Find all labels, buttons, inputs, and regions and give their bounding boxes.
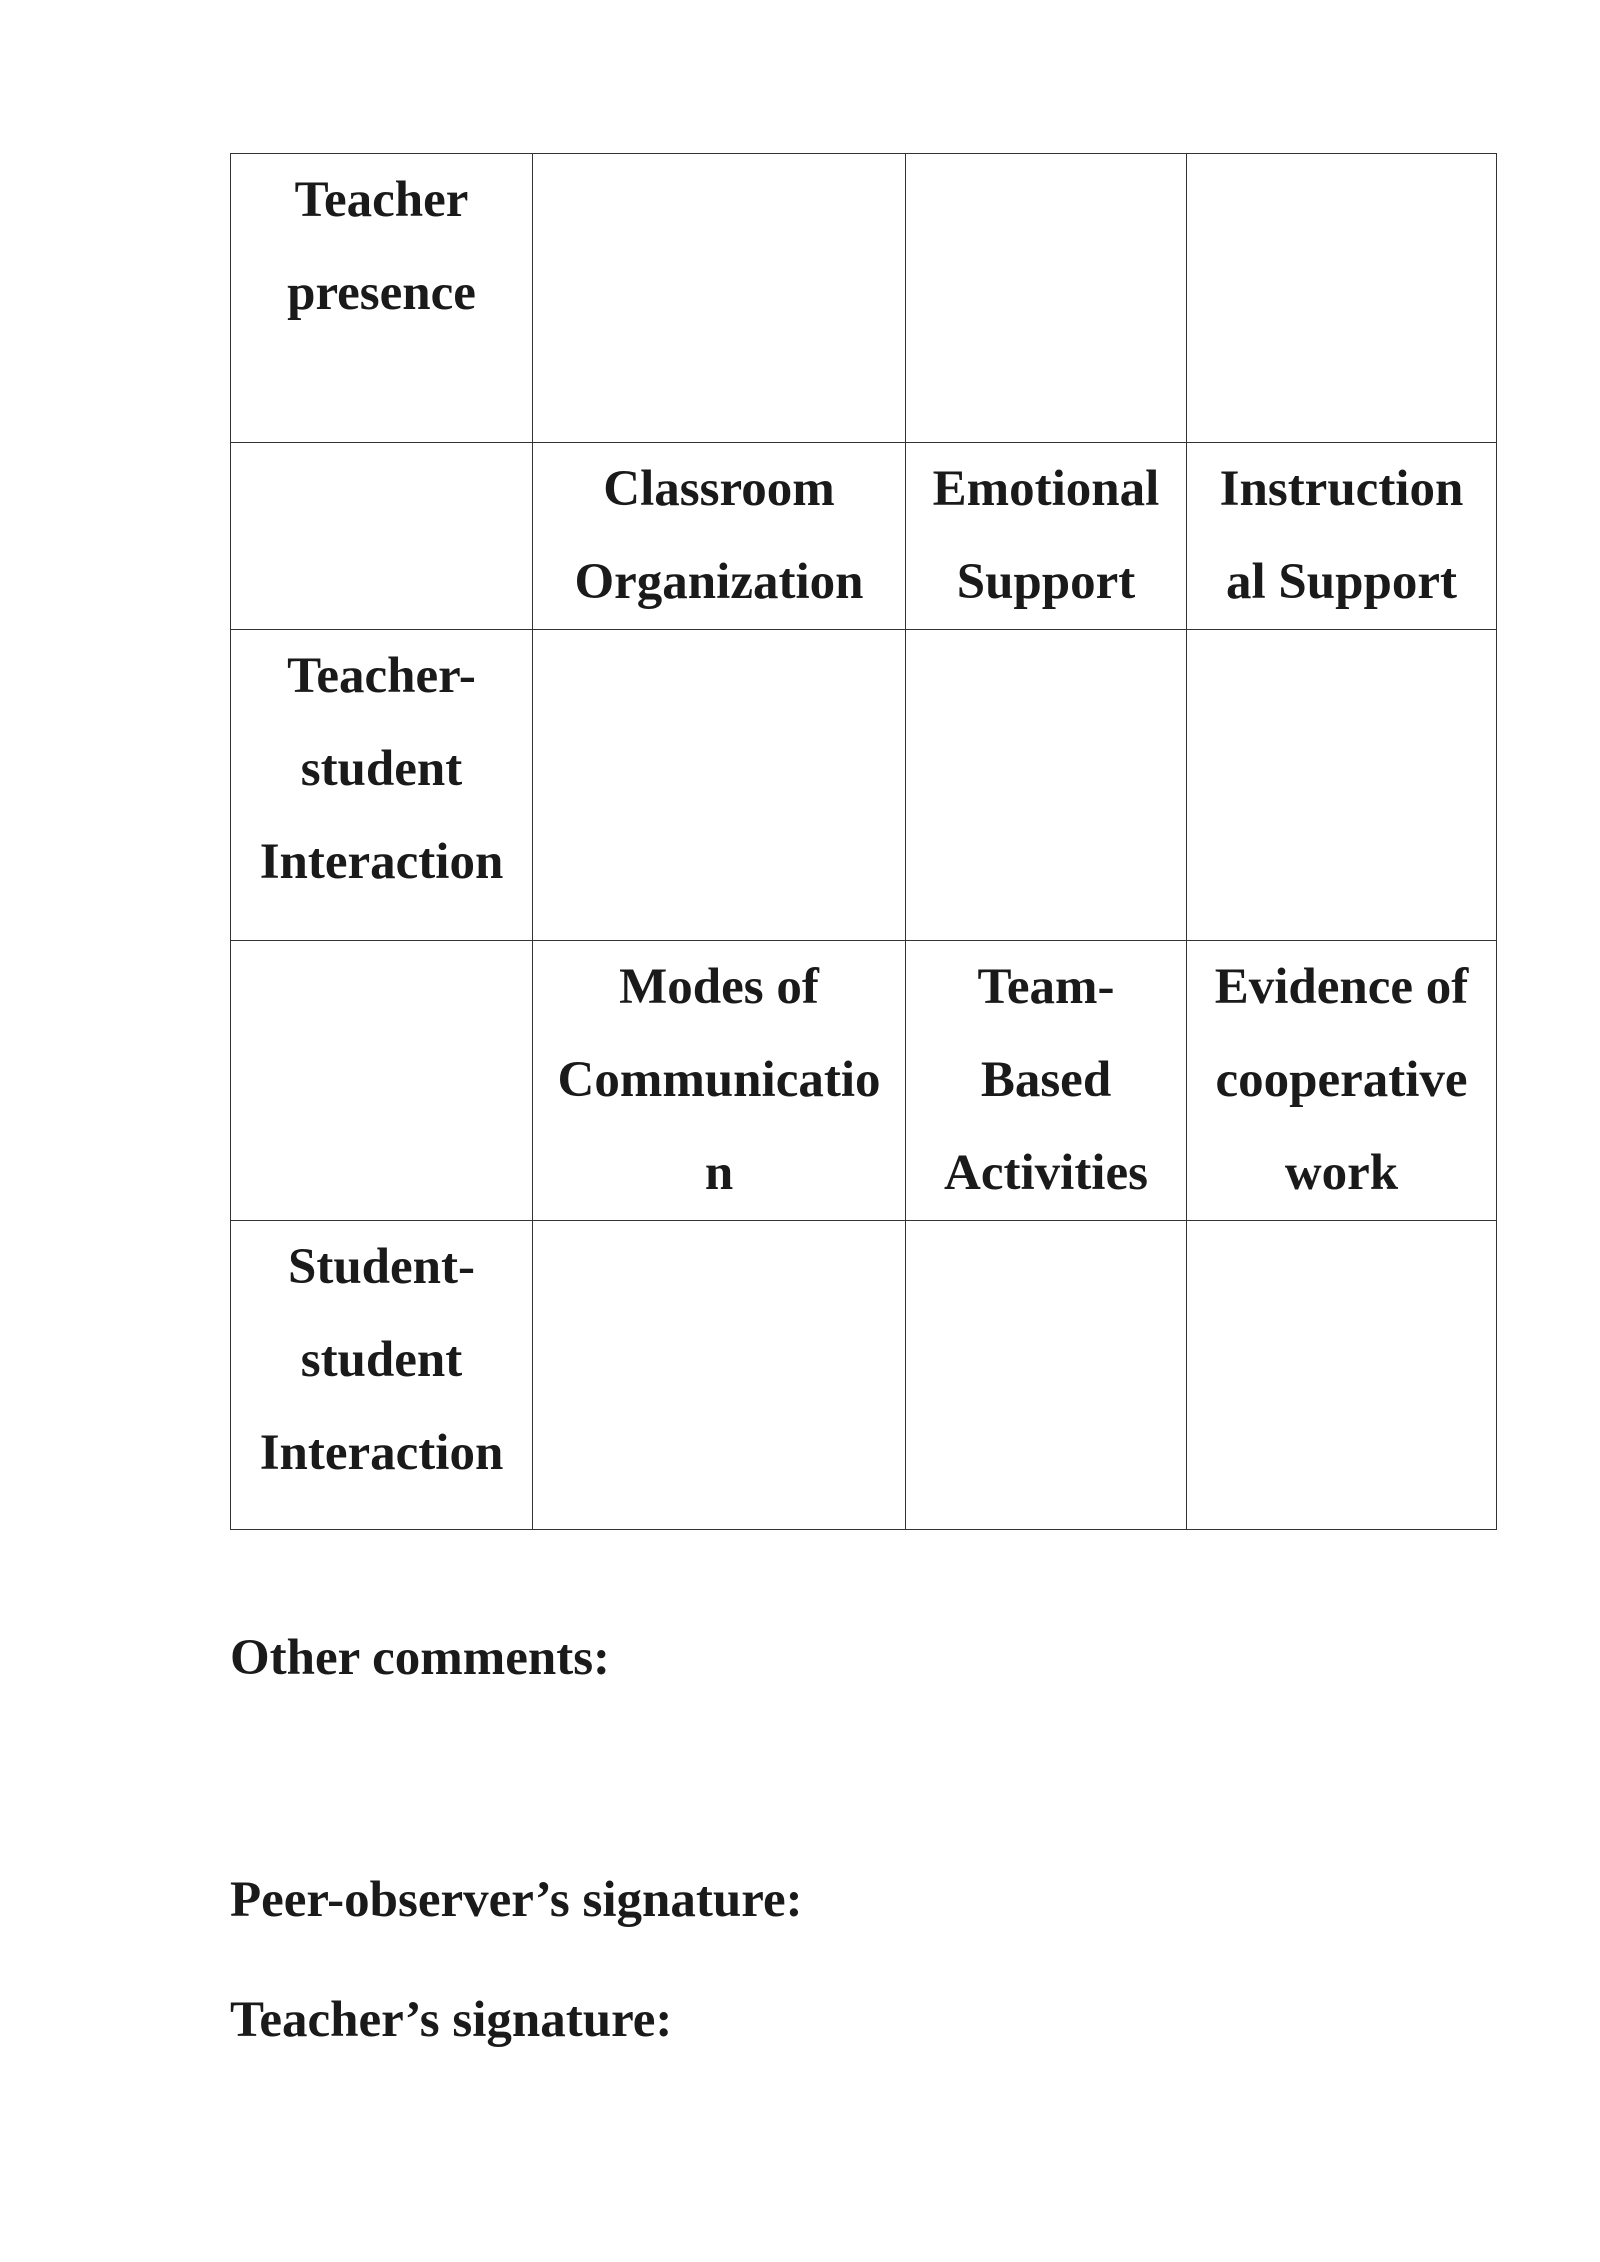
- table-cell: [1187, 630, 1497, 941]
- header-cell-instructional-support: Instruction al Support: [1187, 443, 1497, 630]
- table-row: [231, 443, 1497, 630]
- table-cell: [1187, 154, 1497, 443]
- other-comments-label: Other comments:: [230, 1630, 611, 1686]
- table-cell: [231, 941, 533, 1221]
- peer-observer-signature-label: Peer-observer’s signature:: [230, 1872, 803, 1928]
- row-label-teacher-student-interaction: Teacher- student Interaction: [231, 630, 533, 941]
- row-label-student-student-interaction: Student- student Interaction: [231, 1221, 533, 1530]
- table-cell: [1187, 1221, 1497, 1530]
- table-cell: [906, 1221, 1187, 1530]
- header-cell-emotional-support: Emotional Support: [906, 443, 1187, 630]
- table-row: [231, 941, 1497, 1221]
- table-row: [231, 630, 1497, 941]
- header-cell-classroom-organization: Classroom Organization: [533, 443, 906, 630]
- table-cell: [533, 1221, 906, 1530]
- table-row: [231, 154, 1497, 443]
- row-label-teacher-presence: Teacher presence: [231, 154, 533, 443]
- table-cell: [533, 154, 906, 443]
- table-cell: [533, 630, 906, 941]
- observation-table: [230, 153, 1497, 1530]
- table-cell: [906, 630, 1187, 941]
- table-cell: [231, 443, 533, 630]
- table-cell: [906, 154, 1187, 443]
- header-cell-modes-of-communication: Modes of Communicatio n: [533, 941, 906, 1221]
- table-row: [231, 1221, 1497, 1530]
- teacher-signature-label: Teacher’s signature:: [230, 1992, 673, 2048]
- header-cell-evidence-of-cooperative-work: Evidence of cooperative work: [1187, 941, 1497, 1221]
- header-cell-team-based-activities: Team- Based Activities: [906, 941, 1187, 1221]
